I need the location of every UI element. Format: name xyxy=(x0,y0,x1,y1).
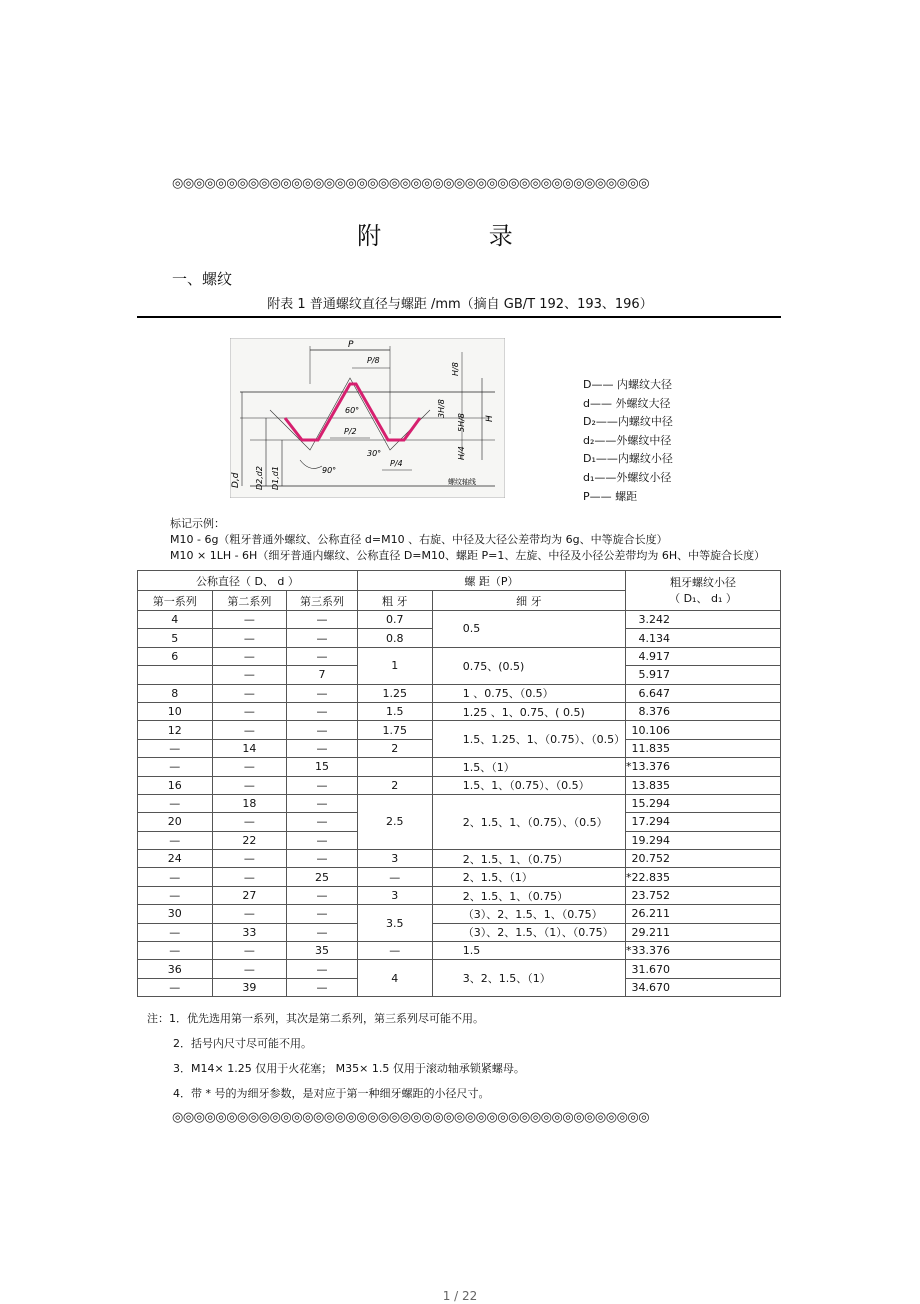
section-heading: 一、螺纹 xyxy=(172,270,233,288)
cell: — xyxy=(287,923,358,941)
marking-heading: 标记示例： xyxy=(170,517,225,530)
cell xyxy=(138,666,213,684)
cell: — xyxy=(212,850,287,868)
cell: — xyxy=(138,978,213,996)
cell: 1 xyxy=(357,647,432,684)
table-row xyxy=(138,868,781,886)
cell: 2、1.5、1、（0.75）、（0.5） xyxy=(432,794,625,849)
cell: 6.647 xyxy=(625,684,780,702)
cell: 1.25 、1、0.75、( 0.5) xyxy=(432,702,625,720)
marking-line: M10 × 1LH - 6H（细牙普通内螺纹、公称直径 D=M10、螺距 P=1、左旋、中径及小径公差带均为 6H、中等旋合长度） xyxy=(170,549,766,562)
cell: — xyxy=(212,813,287,831)
cell: 25 xyxy=(287,868,358,886)
marking-examples xyxy=(170,516,765,564)
cell: — xyxy=(287,831,358,849)
cell: 2 xyxy=(357,776,432,794)
cell: — xyxy=(212,776,287,794)
cell: — xyxy=(212,629,287,647)
table-row xyxy=(138,942,781,960)
cell: — xyxy=(212,868,287,886)
cell: — xyxy=(212,666,287,684)
cell: 6 xyxy=(138,647,213,665)
cell: （3）、2、1.5、1、（0.75） xyxy=(432,905,625,923)
label-h4: H/4 xyxy=(457,446,466,460)
cell: — xyxy=(138,831,213,849)
cell: — xyxy=(287,611,358,629)
cell: 14 xyxy=(212,739,287,757)
header-series-3: 第三系列 xyxy=(287,591,358,611)
table-row xyxy=(138,776,781,794)
cell: — xyxy=(138,942,213,960)
legend-item: d—— 外螺纹大径 xyxy=(583,396,671,410)
cell: 22 xyxy=(212,831,287,849)
cell: 10.106 xyxy=(625,721,780,739)
cell: 0.75、(0.5) xyxy=(432,647,625,684)
cell: 3 xyxy=(357,850,432,868)
legend-item: D₂——内螺纹中径 xyxy=(583,415,673,429)
cell: 10 xyxy=(138,702,213,720)
cell: — xyxy=(287,702,358,720)
cell: 36 xyxy=(138,960,213,978)
cell: *13.376 xyxy=(625,758,780,776)
legend-item: d₂——外螺纹中径 xyxy=(583,433,672,447)
label-5h8: 5H/8 xyxy=(457,413,466,432)
cell: 0.5 xyxy=(432,611,625,648)
bottom-border-pattern: ◎◎◎◎◎◎◎◎◎◎◎◎◎◎◎◎◎◎◎◎◎◎◎◎◎◎◎◎◎◎◎◎◎◎◎◎◎◎◎◎◎◎◎◎ xyxy=(172,1110,650,1125)
table-row xyxy=(138,647,781,665)
cell: 2.5 xyxy=(357,794,432,849)
cell: — xyxy=(287,647,358,665)
cell: 1 、0.75、（0.5） xyxy=(432,684,625,702)
cell: 39 xyxy=(212,978,287,996)
cell: 4 xyxy=(138,611,213,629)
cell: 12 xyxy=(138,721,213,739)
cell: 27 xyxy=(212,886,287,904)
cell: 1.25 xyxy=(357,684,432,702)
cell: 5 xyxy=(138,629,213,647)
label-axis: 螺纹轴线 xyxy=(448,478,476,486)
cell: — xyxy=(212,758,287,776)
page-title: 附 录 xyxy=(357,222,563,250)
cell: 4.134 xyxy=(625,629,780,647)
cell: 34.670 xyxy=(625,978,780,996)
cell: 33 xyxy=(212,923,287,941)
legend-item: P—— 螺距 xyxy=(583,489,638,503)
cell: 3.242 xyxy=(625,611,780,629)
page-number: 1 / 22 xyxy=(442,1289,478,1303)
label-p4: P/4 xyxy=(390,459,403,468)
table-row xyxy=(138,923,781,941)
cell: — xyxy=(138,923,213,941)
cell: 23.752 xyxy=(625,886,780,904)
cell: 0.7 xyxy=(357,611,432,629)
cell: 18 xyxy=(212,794,287,812)
note: 3．M14× 1.25 仅用于火花塞； M35× 1.5 仅用于滚动轴承锁紧螺母。 xyxy=(173,1062,525,1075)
header-minor-sub: （ D₁、 d₁ ） xyxy=(669,591,737,605)
cell: — xyxy=(138,886,213,904)
cell: — xyxy=(287,794,358,812)
table-row xyxy=(138,850,781,868)
cell: 4.917 xyxy=(625,647,780,665)
cell: 24 xyxy=(138,850,213,868)
table-row xyxy=(138,702,781,720)
cell: — xyxy=(287,684,358,702)
table-row xyxy=(138,886,781,904)
header-coarse: 粗 牙 xyxy=(357,591,432,611)
cell: 2 xyxy=(357,739,432,757)
cell: 13.835 xyxy=(625,776,780,794)
cell: — xyxy=(287,978,358,996)
table-caption: 附表 1 普通螺纹直径与螺距 /mm（摘自 GB/T 192、193、196） xyxy=(267,297,653,312)
cell xyxy=(357,758,432,776)
label-dd: D,d xyxy=(231,472,241,488)
cell: 8.376 xyxy=(625,702,780,720)
cell: 7 xyxy=(287,666,358,684)
cell: — xyxy=(357,868,432,886)
label-90: 90° xyxy=(322,466,337,475)
cell: — xyxy=(138,758,213,776)
label-d2d2: D2,d2 xyxy=(255,466,264,490)
cell: — xyxy=(287,850,358,868)
header-minor-label: 粗牙螺纹小径 xyxy=(669,575,736,589)
label-p2: P/2 xyxy=(344,427,357,436)
cell: — xyxy=(287,629,358,647)
cell: 29.211 xyxy=(625,923,780,941)
marking-line: M10 - 6g（粗牙普通外螺纹、公称直径 d=M10 、右旋、中径及大径公差带均为 6g、中等旋合长度） xyxy=(170,533,668,546)
cell: — xyxy=(287,905,358,923)
cell: 1.5、（1） xyxy=(432,758,625,776)
top-border-pattern: ◎◎◎◎◎◎◎◎◎◎◎◎◎◎◎◎◎◎◎◎◎◎◎◎◎◎◎◎◎◎◎◎◎◎◎◎◎◎◎◎◎◎◎◎ xyxy=(172,176,650,191)
header-nominal: 公称直径（ D、 d ） xyxy=(138,571,358,591)
cell: — xyxy=(138,868,213,886)
label-d1d1: D1,d1 xyxy=(271,466,280,490)
cell: — xyxy=(212,647,287,665)
cell: 1.75 xyxy=(357,721,432,739)
note: 4．带 * 号的为细牙参数，是对应于第一种细牙螺距的小径尺寸。 xyxy=(173,1087,490,1100)
label-3h8: 3H/8 xyxy=(437,399,446,418)
label-30: 30° xyxy=(367,449,382,458)
thread-profile-figure xyxy=(230,338,505,498)
table-row xyxy=(138,794,781,812)
table-row xyxy=(138,960,781,978)
cell: — xyxy=(287,721,358,739)
legend-item: d₁——外螺纹小径 xyxy=(583,470,672,484)
cell: 20.752 xyxy=(625,850,780,868)
cell: — xyxy=(287,739,358,757)
cell: — xyxy=(287,776,358,794)
cell: 1.5 xyxy=(357,702,432,720)
cell: — xyxy=(138,739,213,757)
cell: *33.376 xyxy=(625,942,780,960)
table-row xyxy=(138,758,781,776)
cell: — xyxy=(357,942,432,960)
label-60: 60° xyxy=(345,406,360,415)
legend-item: D—— 内螺纹大径 xyxy=(583,378,672,391)
cell: 2、1.5、1、（0.75） xyxy=(432,850,625,868)
header-minor xyxy=(625,571,780,611)
thread-table xyxy=(137,570,781,997)
note: 2．括号内尺寸尽可能不用。 xyxy=(173,1037,312,1050)
cell: — xyxy=(212,721,287,739)
cell: 35 xyxy=(287,942,358,960)
label-h: H xyxy=(485,415,495,422)
header-series-2: 第二系列 xyxy=(212,591,287,611)
cell: 5.917 xyxy=(625,666,780,684)
cell: — xyxy=(138,794,213,812)
cell: 30 xyxy=(138,905,213,923)
cell: 8 xyxy=(138,684,213,702)
cell: 19.294 xyxy=(625,831,780,849)
cell: 1.5 xyxy=(432,942,625,960)
figure-legend xyxy=(583,376,673,506)
cell: 16 xyxy=(138,776,213,794)
cell: 3、2、1.5、（1） xyxy=(432,960,625,997)
table-row xyxy=(138,684,781,702)
cell: — xyxy=(287,960,358,978)
cell: — xyxy=(212,905,287,923)
cell: 15.294 xyxy=(625,794,780,812)
table-row xyxy=(138,611,781,629)
label-h8: H/8 xyxy=(451,362,460,376)
cell: — xyxy=(212,942,287,960)
cell: *22.835 xyxy=(625,868,780,886)
caption-rule xyxy=(137,316,781,318)
cell: 3.5 xyxy=(357,905,432,942)
cell: — xyxy=(212,611,287,629)
cell: 11.835 xyxy=(625,739,780,757)
table-row xyxy=(138,721,781,739)
cell: 17.294 xyxy=(625,813,780,831)
cell: 26.211 xyxy=(625,905,780,923)
cell: — xyxy=(287,886,358,904)
cell: 15 xyxy=(287,758,358,776)
cell: — xyxy=(212,684,287,702)
cell: — xyxy=(212,702,287,720)
legend-item: D₁——内螺纹小径 xyxy=(583,452,673,466)
cell: 4 xyxy=(357,960,432,997)
cell: 3 xyxy=(357,886,432,904)
header-series-1: 第一系列 xyxy=(138,591,213,611)
cell: 1.5、1.25、1、（0.75）、（0.5） xyxy=(432,721,625,758)
cell: 20 xyxy=(138,813,213,831)
cell: — xyxy=(212,960,287,978)
cell: 31.670 xyxy=(625,960,780,978)
note: 注：1．优先选用第一系列，其次是第二系列，第三系列尽可能不用。 xyxy=(147,1012,484,1025)
cell: 2、1.5、（1） xyxy=(432,868,625,886)
cell: 2、1.5、1、（0.75） xyxy=(432,886,625,904)
cell: 0.8 xyxy=(357,629,432,647)
table-row xyxy=(138,905,781,923)
cell: — xyxy=(287,813,358,831)
cell: （3）、2、1.5、（1）、（0.75） xyxy=(432,923,625,941)
header-pitch: 螺 距（P） xyxy=(357,571,625,591)
label-p8: P/8 xyxy=(367,356,380,365)
header-fine: 细 牙 xyxy=(432,591,625,611)
label-p: P xyxy=(348,340,354,350)
cell: 1.5、1、（0.75）、（0.5） xyxy=(432,776,625,794)
